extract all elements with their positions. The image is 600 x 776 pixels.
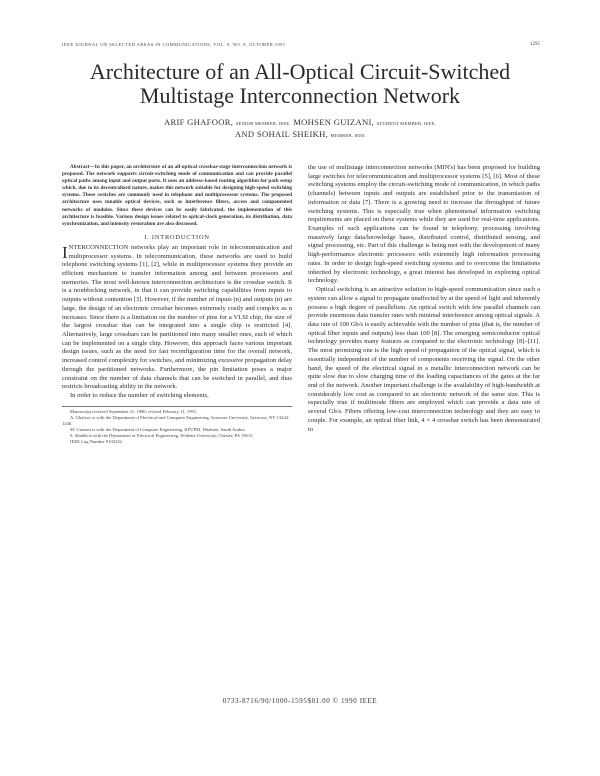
intro-paragraph-1-text: NTERCONNECTION networks play an important role in telecommunication and multiprocessor systems. In telecommunication, these networks are used to build telephone switching systems [1], [2], while in multiprocessor systems they provide an efficient mechanism to transfer information among and between processors and memories. The most well-known interconnection architecture is the crossbar switch. It is a nonblocking network, in that it can provide switching capabilities from inputs to outputs without contention [3]. However, if the number of inputs (n) and outputs (n) are large, the design of an electronic crossbar becomes extremely costly and complex as n increases. Since there is a limitation on the number of pins for a VLSI chip, the size of the largest crossbar that can be integrated into a single chip is restricted [4]. Alternatively, large crossbars can be partitioned into many smaller ones, each of which can be implemented on a single chip. However, this approach faces various important design issues, such as the need for fast reconfiguration time for the overall network, increased control complexity for switches, and minimizing excessive propagation delay through the partitioned networks. Furthermore, the pin limitation poses a major constraint on the number of data channels that can be switched in parallel, and thus restricts broadcasting ability in the network. <box>62 243 292 391</box>
intro-paragraph-2: In order to reduce the number of switching elements, <box>70 392 209 400</box>
footnote-ghafoor: A. Ghafoor is with the Department of Electrical and Computer Engineering, Syracuse University, Syracuse, NY 13244-1240. <box>62 414 290 426</box>
copyright-identifier: 0733-8716/90/1000-1595$01.00 © 1990 IEEE <box>222 697 378 705</box>
author-3-role: MEMBER, IEEE <box>330 133 366 138</box>
author-1-name: ARIF GHAFOOR, <box>163 117 234 127</box>
paper-title <box>0 60 600 108</box>
footnote-log-number: IEEE Log Number 9102232. <box>70 439 124 445</box>
footnotes <box>62 406 292 445</box>
title-line-1: Architecture of an All-Optical Circuit-Switched <box>89 59 511 84</box>
author-2-role: STUDENT MEMBER, IEEE, <box>376 121 437 126</box>
author-1-role: SENIOR MEMBER, IEEE, <box>235 121 291 126</box>
author-line-1 <box>0 117 600 129</box>
page-number: 1295 <box>530 42 540 47</box>
author-2-name: MOHSEN GUIZANI, <box>293 117 375 127</box>
intro-paragraph-1 <box>62 244 292 392</box>
right-column <box>308 164 540 434</box>
author-3-name: SOHAIL SHEIKH, <box>256 129 329 139</box>
footnote-sheikh: S. Sheikh is with the Department of Electrical Engineering, Widener University, Chester, PA 19013. <box>70 432 254 438</box>
section-heading-introduction: I. INTRODUCTION <box>144 233 210 241</box>
running-head: IEEE JOURNAL ON SELECTED AREAS IN COMMUNICATIONS, VOL. 9, NO. 8, OCTOBER 1991 <box>62 42 286 47</box>
author-conjunction: AND <box>234 129 255 139</box>
title-line-2: Multistage Interconnection Network <box>139 83 461 108</box>
footnote-manuscript: Manuscript received September 21, 1990; revised February 11, 1991. <box>70 408 198 414</box>
footnote-guizani: M. Guizani is with the Department of Computer Engineering, KFUPM, Dhahran, Saudi Arabia. <box>70 426 246 432</box>
author-line-2 <box>0 129 600 141</box>
left-column <box>62 164 292 445</box>
right-paragraph-2: Optical switching is an attractive solution to high-speed communication since such a system can allow a signal to propagate unaffected by at the speed of light and inherently possess a high degree of parallelism. An optical switch with few parallel channels can provide enormous data transfer rates with minimal interference among optical signals. A data rate of 100 Gb/s is easily achievable with the number of pins (that is, the number of optical fiber inputs and outputs) less than 100 [8]. The emerging semiconductor optical technology provides many features as compared to the electronic technology [8]–[11]. The most promising one is the high speed of propagation of the optical signal, which is essentially independent of the number of components receiving the signal. On the other hand, the speed of the electrical signal in a metallic interconnection network can be quite slow due to slow charging time of the loading capacitances of the gates at the far end of the network. Another important challenge is the availability of high-bandwidth at considerably low cost as compared to an electronic network of the same size. This is especially true if multimode fibers are employed which can provide a data rate of several Gb/s. Fibers offering low-cost interconnection technology and they are easy to couple. For example, an optical fiber link, 4 × 4 crossbar switch has been demonstrated to <box>308 286 540 433</box>
abstract: Abstract—In this paper, an architecture of an all-optical crossbar-stage interconnection network is proposed. The network supports circuit-switching mode of communication and can provide parallel optical paths among input and output ports. It uses an address-based routing algorithm for path setup which, due to its decentralized nature, makes this network suitable for designing high-speed switching systems. These switches are commonly used in telephone and multiprocessor systems. The proposed architecture uses tunable optical devices, such as interference filters, access and componented networks of modules. Since these devices can be easily fabricated, the implementation of this architecture is feasible. Various design issues related to optical-clock generation, its distribution, data synchronization, and intensity restoration are also discussed. <box>62 164 292 227</box>
author-block <box>0 117 600 141</box>
drop-cap: I <box>62 242 68 262</box>
right-paragraph-1: the use of multistage interconnection networks (MIN's) has been proposed for building large switches for telecommunication and multiprocessor systems [5], [6]. Most of these switching systems employ the circuit-switching mode of communication, in which paths (channels) between inputs and outputs are established prior to the transmission of information or data [7]. There is a growing need to increase the throughput of future switching systems. This is especially true when phenomenal information switching requirements are placed on these systems while they are used for real-time applications. Examples of such applications can be found in telephony, processing involving massively large data/knowledge bases, distributed control, distributed sensing, and signal processing, etc. Part of this challenge is being met with the development of many high-performance electronic processors with extremely high information processing rates. In order to design high-speed switching systems and to overcome the limitations inherited by electronic technology, a great interest has developed in exploring optical technology. <box>308 164 540 285</box>
